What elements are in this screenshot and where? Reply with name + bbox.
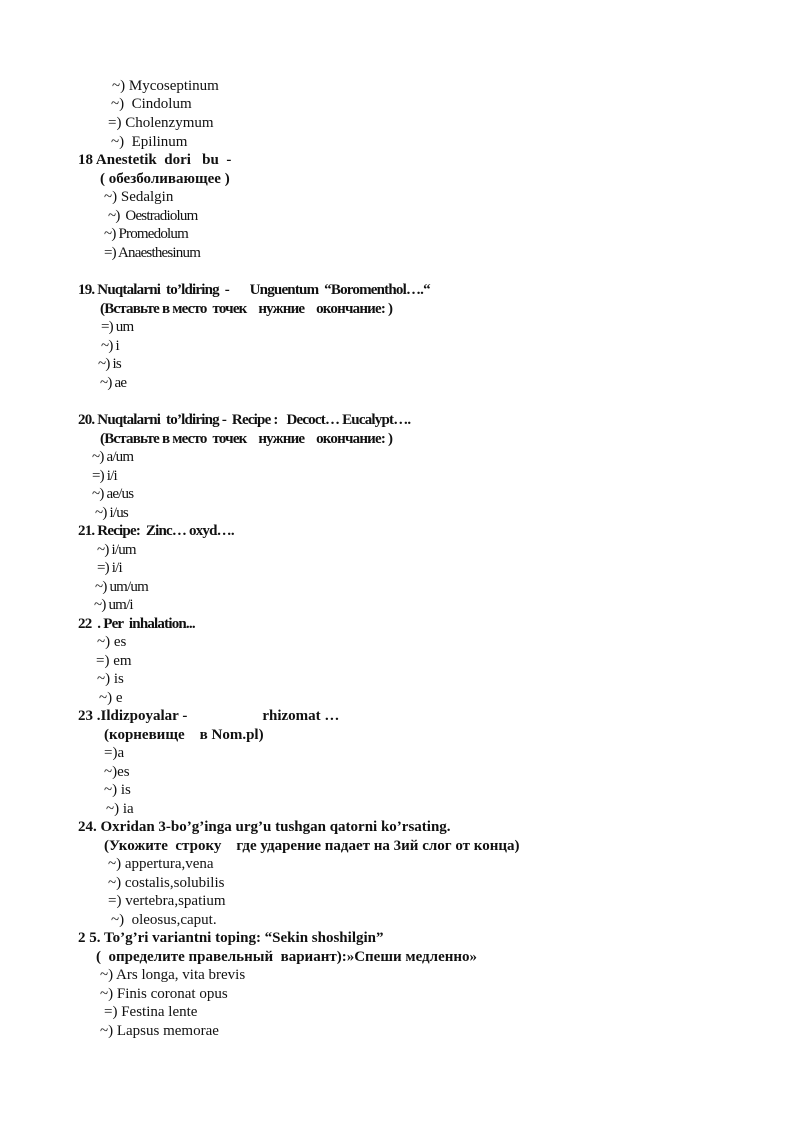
option: ~) es (97, 634, 127, 650)
option: ~) appertura,vena (108, 856, 214, 872)
option: =) em (96, 653, 132, 669)
question-subtitle: ( обезболивающее ) (100, 171, 230, 187)
question-title: 21. Recipe: Zinc… oxyd…. (78, 523, 234, 539)
option: ~)es (104, 764, 130, 780)
option: =) vertebra,spatium (108, 893, 226, 909)
option: =) Cholenzymum (108, 115, 214, 131)
option: ~) i/us (95, 505, 128, 521)
option: ~) Oestradiolum (108, 208, 198, 224)
option: =) um (101, 319, 134, 335)
option: ~) Lapsus memorae (100, 1023, 219, 1039)
option: ~) Ars longa, vita brevis (100, 967, 246, 983)
option: ~) is (104, 782, 131, 798)
option: ~) ia (106, 801, 134, 817)
question-title: 18 Anestetik dori bu - (78, 152, 232, 168)
option: ~) Sedalgin (104, 189, 174, 205)
option: ~) is (98, 356, 121, 372)
option: ~) i (101, 338, 119, 354)
option: =) i/i (92, 468, 117, 484)
question-title: 24. Oxridan 3-bo’g’inga urg’u tushgan qatorni ko’rsating. (78, 819, 451, 835)
option: ~) oleosus,caput. (111, 912, 217, 928)
question-subtitle: ( определите правельный вариант):»Спеши медленно» (96, 949, 478, 965)
option: ~) e (99, 690, 123, 706)
option: ~) Epilinum (111, 134, 188, 150)
question-title: 23 .Ildizpoyalar - rhizomat … (78, 708, 340, 724)
question-title: 2 5. To’g’ri variantni toping: “Sekin shoshilgin” (78, 930, 384, 946)
option: =) Anaesthesinum (104, 245, 201, 261)
option: ~) costalis,solubilis (108, 875, 225, 891)
option: =) i/i (97, 560, 122, 576)
option: ~) ae/us (92, 486, 134, 502)
option: ~) um/i (94, 597, 133, 613)
option: ~) Cindolum (111, 96, 192, 112)
option: ~) um/um (95, 579, 148, 595)
question-title: 20. Nuqtalarni to’ldiring - Recipe : Decoct… Eucalypt…. (78, 412, 411, 428)
question-subtitle: (Укожите строку где ударение падает на 3ий слог от конца) (104, 838, 520, 854)
question-subtitle: (корневище в Nom.pl) (104, 727, 264, 743)
option: ~) Mycoseptinum (112, 78, 219, 94)
option: ~) ae (100, 375, 127, 391)
question-subtitle: (Вставьте в место точек нужние окончание: ) (100, 301, 393, 317)
option: ~) is (97, 671, 124, 687)
question-title: 19. Nuqtalarni to’ldiring - Unguentum “Boromenthol….“ (78, 282, 430, 298)
question-subtitle: (Вставьте в место точек нужние окончание: ) (100, 431, 393, 447)
option: =)a (104, 745, 125, 761)
option: =) Festina lente (104, 1004, 198, 1020)
question-title: 22 . Per inhalation... (78, 616, 195, 632)
option: ~) Finis coronat opus (100, 986, 228, 1002)
option: ~) a/um (92, 449, 134, 465)
option: ~) i/um (97, 542, 136, 558)
option: ~) Promedolum (104, 226, 188, 242)
